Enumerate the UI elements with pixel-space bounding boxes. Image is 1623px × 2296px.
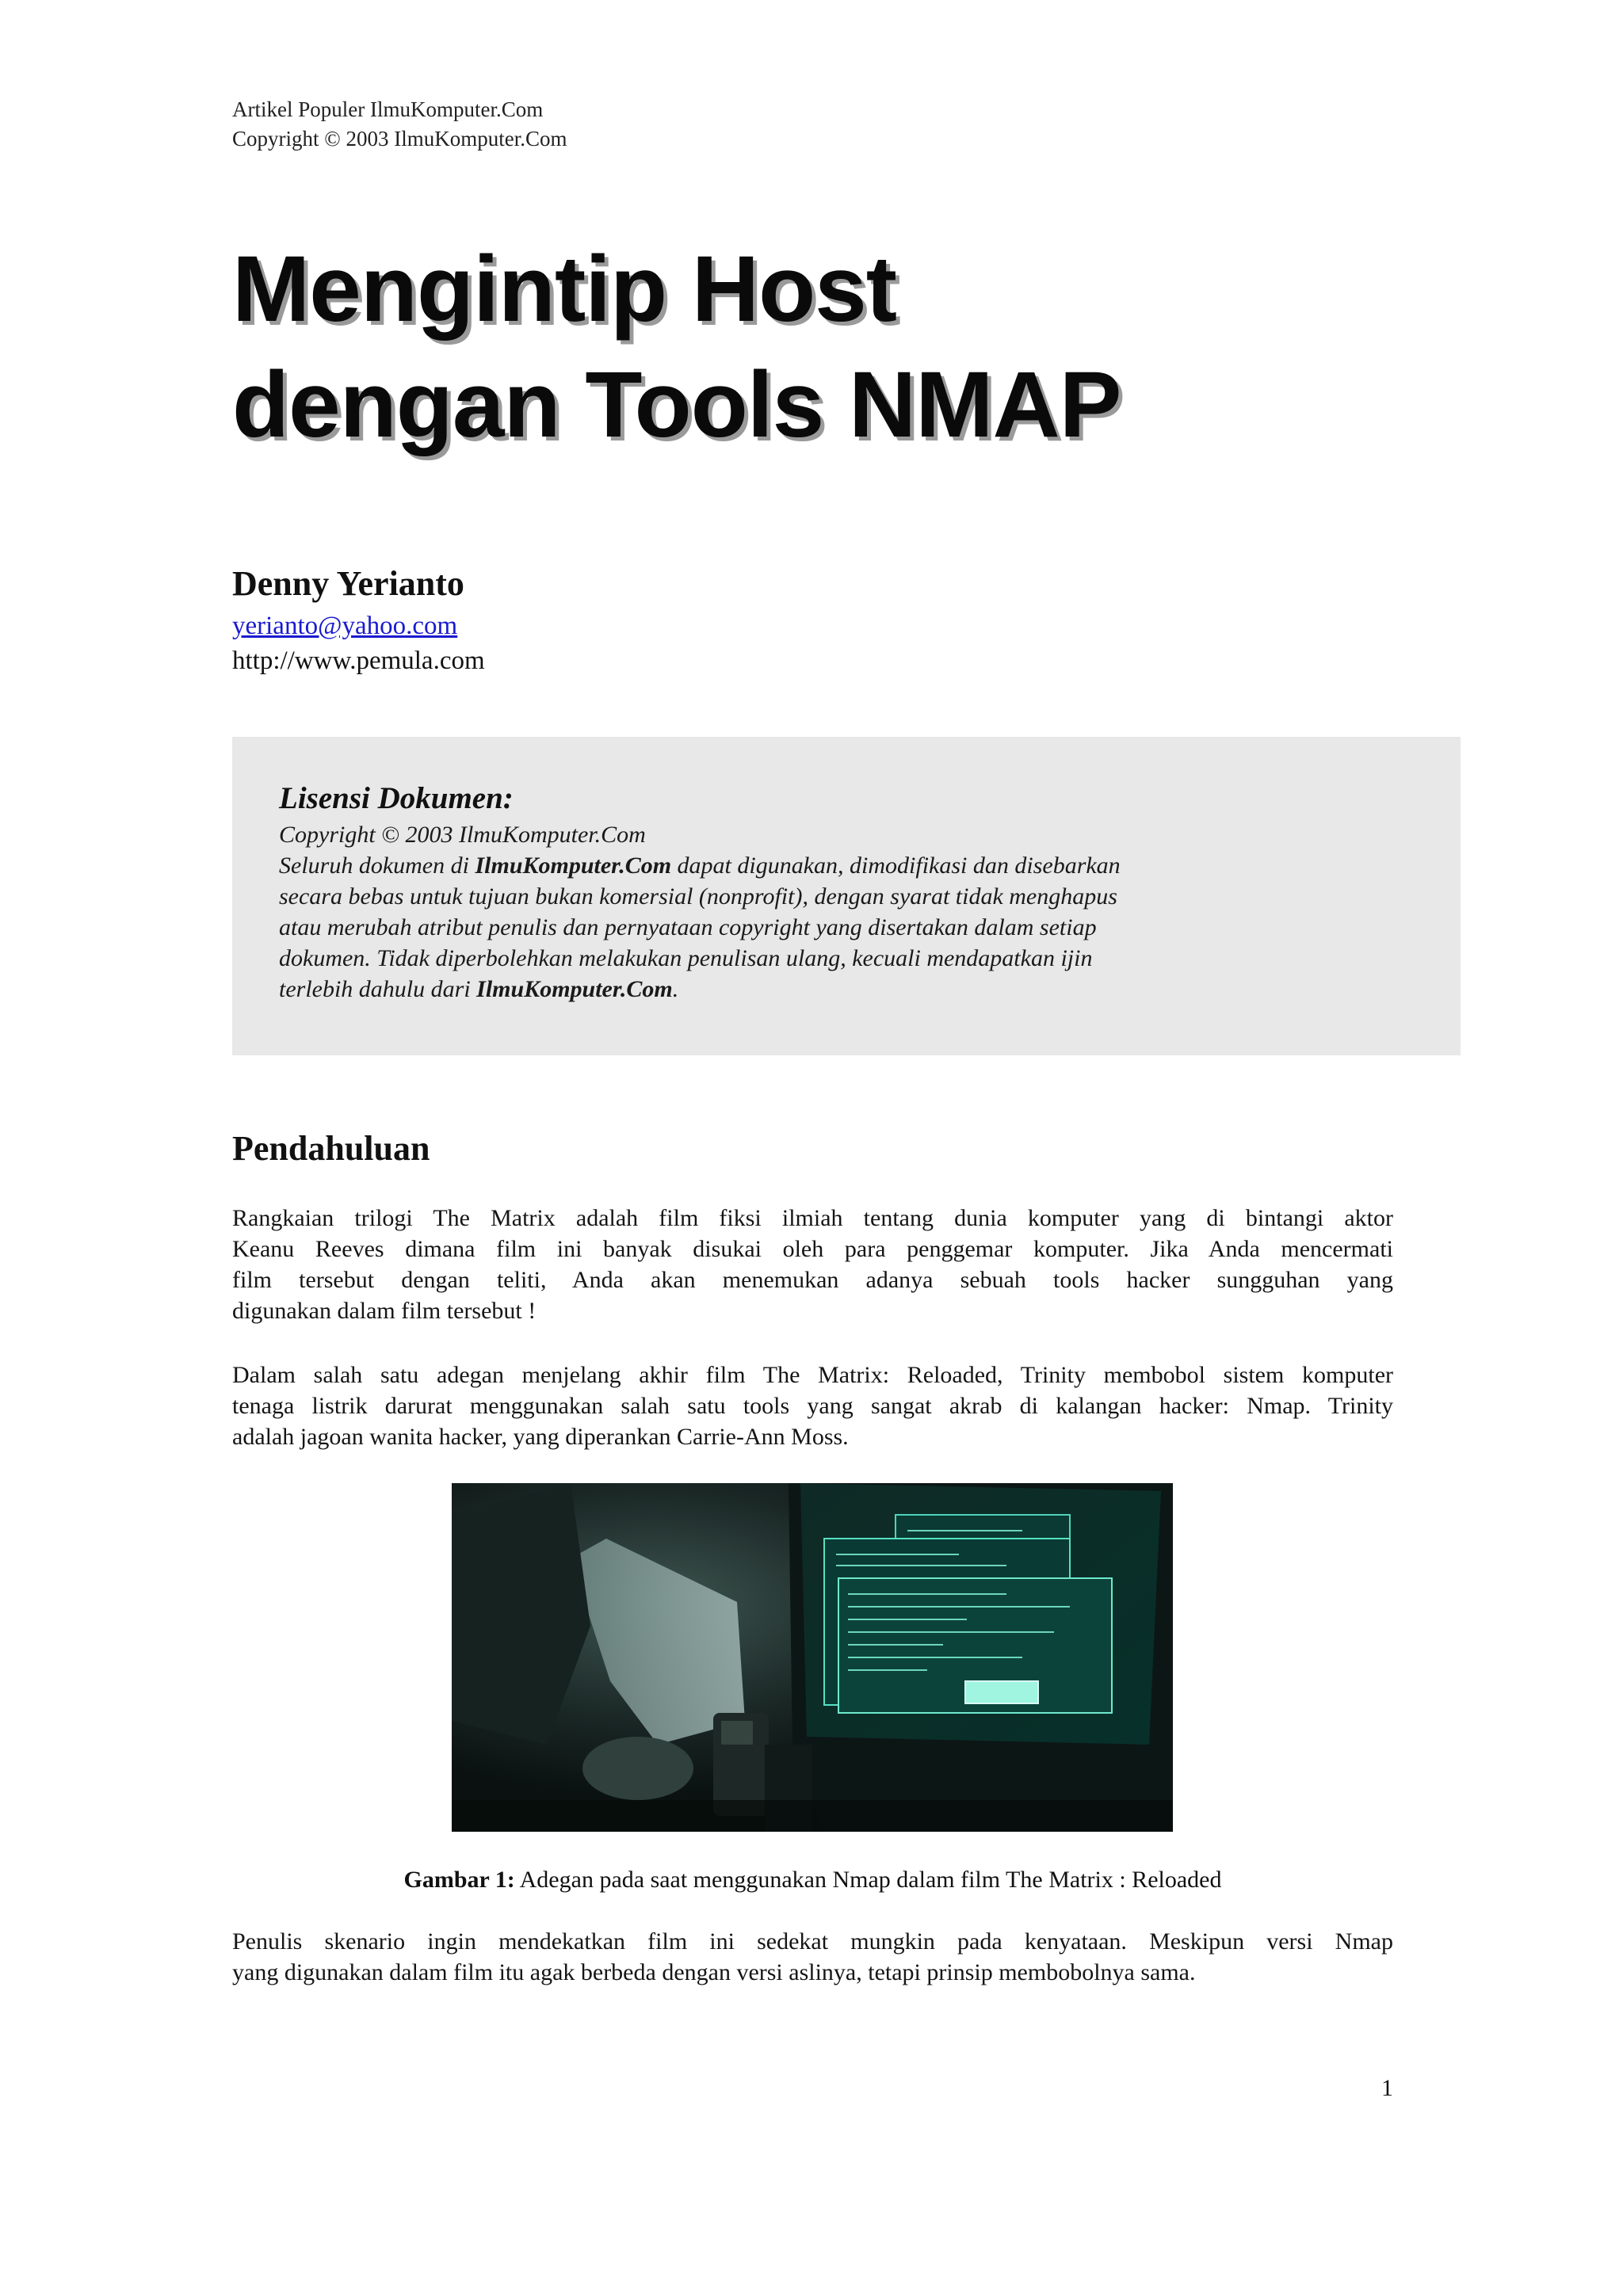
figure-caption [232, 1864, 1393, 1896]
license-line-4: dokumen. Tidak diperbolehkan melakukan penulisan ulang, kecuali mendapatkan ijin [279, 945, 1093, 971]
license-content [279, 778, 1325, 1005]
paragraph-line: tenaga listrik darurat menggunakan salah satu tools yang sangat akrab di kalangan hacker: Nmap. Trinity [232, 1393, 1393, 1419]
author-name: Denny Yerianto [232, 564, 464, 603]
paragraph-line: yang digunakan dalam film itu agak berbeda dengan versi aslinya, tetapi prinsip membobolnya sama. [232, 1959, 1196, 1985]
license-title: Lisensi Dokumen: [279, 781, 514, 815]
license-brand: IlmuKomputer.Com [475, 852, 672, 879]
license-line-3: atau merubah atribut penulis dan pernyataan copyright yang disertakan dalam setiap [279, 914, 1097, 940]
paragraph-line: adalah jagoan wanita hacker, yang diperankan Carrie-Ann Moss. [232, 1424, 849, 1450]
license-box [232, 737, 1461, 1055]
license-text [279, 819, 1325, 1005]
license-line-5: terlebih dahulu dari IlmuKomputer.Com. [279, 976, 679, 1002]
paragraph-line: Penulis skenario ingin mendekatkan film ini sedekat mungkin pada kenyataan. Meskipun versi Nmap [232, 1928, 1393, 1955]
license-line-2: secara bebas untuk tujuan bukan komersial (nonprofit), dengan syarat tidak menghapus [279, 883, 1117, 910]
license-copyright: Copyright © 2003 IlmuKomputer.Com [279, 822, 646, 848]
document-title [232, 231, 1121, 463]
paragraph-line: Keanu Reeves dimana film ini banyak disukai oleh para penggemar komputer. Jika Anda mencermati [232, 1236, 1393, 1262]
page-number: 1 [1381, 2075, 1393, 2101]
header-line-1: Artikel Populer IlmuKomputer.Com [232, 97, 544, 121]
title-line-1: Mengintip Host [232, 237, 897, 341]
paragraph-line: Dalam salah satu adegan menjelang akhir film The Matrix: Reloaded, Trinity membobol sistem komputer [232, 1362, 1393, 1388]
header-line-2: Copyright © 2003 IlmuKomputer.Com [232, 127, 567, 151]
caption-label: Gambar 1: [403, 1867, 515, 1893]
matrix-scene-image [452, 1483, 1173, 1832]
paragraph-1 [232, 1203, 1393, 1326]
license-line-1: Seluruh dokumen di IlmuKomputer.Com dapat digunakan, dimodifikasi dan disebarkan [279, 852, 1121, 879]
paragraph-line: digunakan dalam film tersebut ! [232, 1298, 537, 1324]
paragraph-3 [232, 1926, 1393, 1988]
paragraph-line: Rangkaian trilogi The Matrix adalah film fiksi ilmiah tentang dunia komputer yang di bintangi aktor [232, 1205, 1393, 1231]
caption-text: Adegan pada saat menggunakan Nmap dalam film The Matrix : Reloaded [514, 1867, 1222, 1893]
paragraph-2 [232, 1360, 1393, 1452]
author-email-link[interactable]: yerianto@yahoo.com [232, 612, 458, 640]
license-brand: IlmuKomputer.Com [476, 976, 673, 1002]
paragraph-line: film tersebut dengan teliti, Anda akan menemukan adanya sebuah tools hacker sungguhan yang [232, 1267, 1393, 1293]
section-heading: Pendahuluan [232, 1129, 430, 1168]
title-line-2: dengan Tools NMAP [232, 353, 1121, 457]
page-header [232, 95, 567, 154]
author-website: http://www.pemula.com [232, 646, 485, 675]
author-block [232, 559, 485, 678]
